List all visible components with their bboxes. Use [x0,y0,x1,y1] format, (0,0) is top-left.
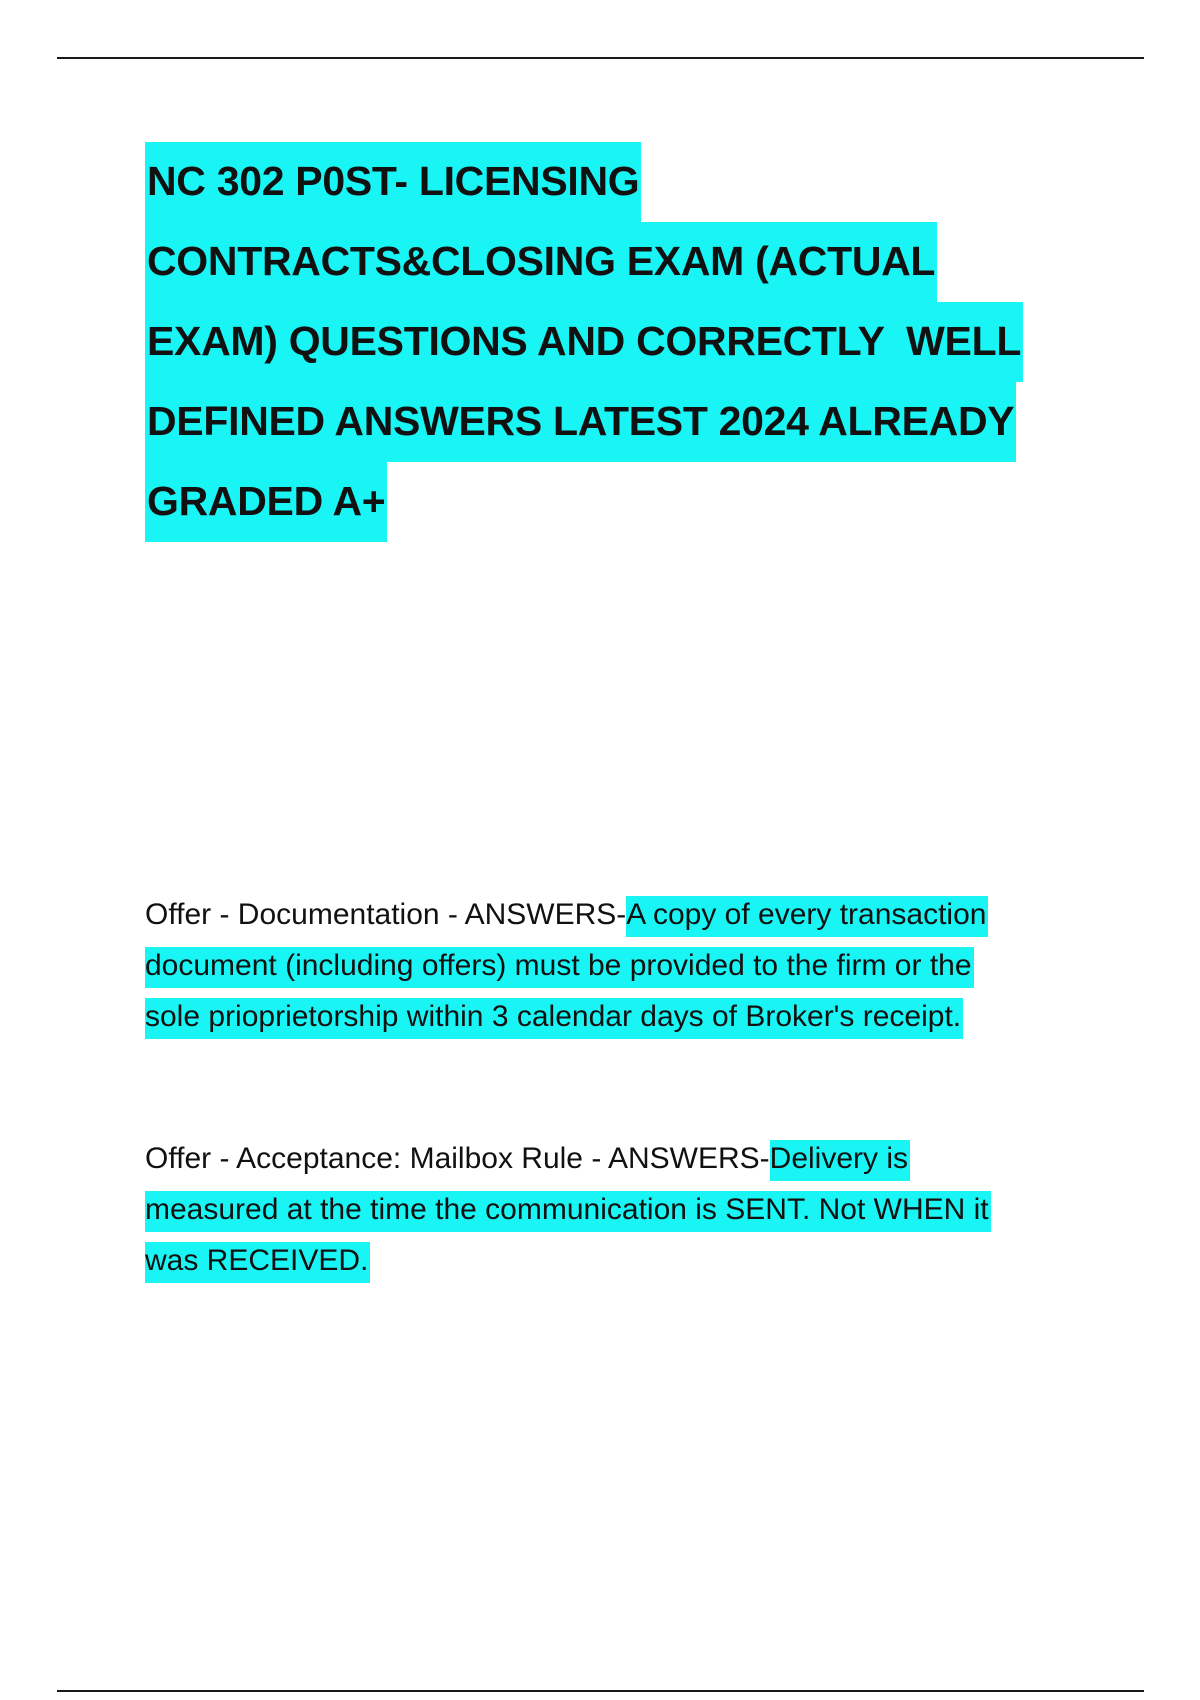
answer-text: was RECEIVED. [145,1242,370,1283]
bottom-rule [57,1690,1144,1692]
qa-answer-line [145,940,1105,991]
question-text: Offer - Documentation - ANSWERS- [145,898,627,931]
qa-answer-line [145,1235,1105,1286]
qa-answer-line [145,991,1105,1042]
answer-text: sole priopriet​orship within 3 calendar days of Broker's receipt. [145,998,963,1039]
qa-first-line [145,889,1105,940]
question-text: Offer - Acceptance: Mailbox Rule - ANSWERS- [145,1142,770,1175]
qa-first-line [145,1133,1105,1184]
title-line: GRADED A+ [145,462,387,542]
title-line: DEFINED ANSWERS LATEST 2024 ALREADY [145,382,1016,462]
title-line: CONTRACTS&CLOSING EXAM (ACTUAL [145,222,937,302]
title-line: NC 302 P0ST- LICENSING [145,142,641,222]
qa-answer-line [145,1184,1105,1235]
answer-text: document (including offers) must be provided to the firm or the [145,947,974,988]
qa-item-offer-documentation [145,889,1105,1042]
top-rule [57,57,1144,59]
answer-text: Delivery is [770,1140,910,1181]
qa-item-mailbox-rule [145,1133,1105,1286]
title-line: EXAM) QUESTIONS AND CORRECTLY WELL [145,302,1023,382]
answer-text: measured at the time the communication is SENT. Not WHEN it [145,1191,991,1232]
document-title [145,142,1145,542]
answer-text: A copy of every transaction [626,896,988,937]
